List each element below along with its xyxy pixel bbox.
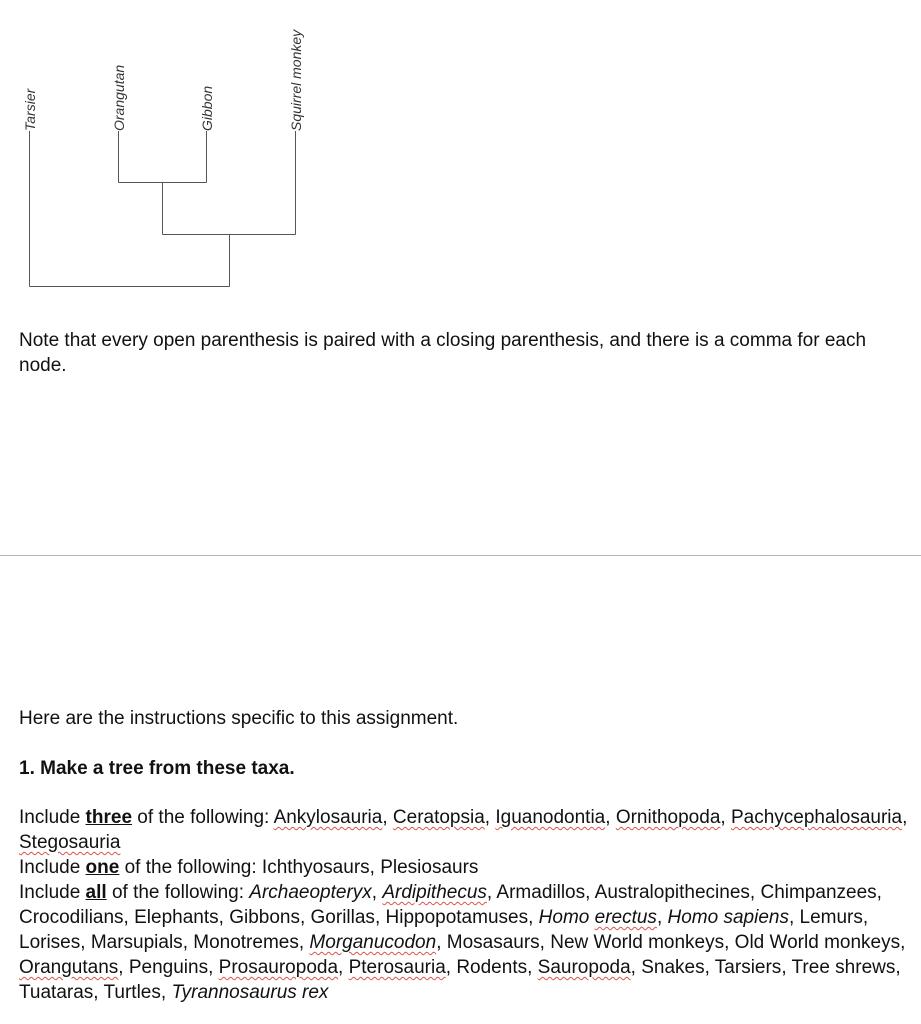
include-prefix: Include xyxy=(19,882,86,903)
page-divider xyxy=(0,555,921,556)
taxon-item: Old World monkeys xyxy=(734,932,901,953)
include-keyword: all xyxy=(85,882,107,903)
taxon-item: Mosasaurs xyxy=(446,932,540,953)
include-line-three: Include three of the following: Ankylosauria, Ceratopsia, Iguanodontia, Ornithopoda, Pachycephalosauria, Stegosauria xyxy=(19,807,908,853)
taxon-item: Orangutans xyxy=(19,957,119,978)
taxon-item: Marsupials xyxy=(90,932,183,953)
taxon-item: Stegosauria xyxy=(19,832,121,853)
include-list xyxy=(19,805,909,1005)
taxon-label-gibbon: Gibbon xyxy=(199,85,215,131)
taxon-item: Archaeopteryx xyxy=(249,882,372,903)
task-heading: 1. Make a tree from these taxa. xyxy=(19,758,295,779)
taxon-item: Tarsiers xyxy=(714,957,782,978)
taxon-item: Prosauropoda xyxy=(218,957,339,978)
taxon-item: Ceratopsia xyxy=(392,807,485,828)
taxon-item: Gibbons xyxy=(229,907,300,928)
taxon-item: Rodents xyxy=(456,957,528,978)
taxon-label-squirrel-monkey: Squirrel monkey xyxy=(288,29,304,131)
taxon-item: Ardipithecus xyxy=(382,882,487,903)
taxon-item: Homo erectus xyxy=(538,907,657,928)
note-paragraph: Note that every open parenthesis is paired with a closing parenthesis, and there is a comma for each node. xyxy=(19,330,867,376)
taxon-item: Iguanodontia xyxy=(495,807,606,828)
taxon-item: Homo sapiens xyxy=(667,907,789,928)
taxon-label-tarsier: Tarsier xyxy=(22,88,38,131)
include-prefix: Include xyxy=(19,857,86,878)
taxon-item: Lorises xyxy=(19,932,81,953)
include-keyword: one xyxy=(85,857,120,878)
taxon-item: Gorillas xyxy=(310,907,375,928)
taxon-item: Pachycephalosauria xyxy=(730,807,903,828)
taxon-item: Elephants xyxy=(134,907,219,928)
include-keyword: three xyxy=(85,807,133,828)
taxon-item: Morganucodon xyxy=(309,932,437,953)
taxon-item: Plesiosaurs xyxy=(380,857,479,878)
include-suffix: of the following: xyxy=(132,807,274,828)
taxon-item: Ichthyosaurs xyxy=(261,857,370,878)
taxon-item: Penguins xyxy=(128,957,209,978)
taxon-item: Hippopotamuses xyxy=(385,907,529,928)
taxon-item: Pterosauria xyxy=(348,957,446,978)
taxon-item: Sauropoda xyxy=(537,957,631,978)
include-suffix: of the following: xyxy=(119,857,262,878)
include-prefix: Include xyxy=(19,807,86,828)
include-suffix: of the following: xyxy=(106,882,250,903)
taxon-item: Tuataras xyxy=(19,982,94,1003)
taxon-item: Ornithopoda xyxy=(615,807,721,828)
taxon-item: Australopithecines xyxy=(594,882,750,903)
taxon-label-orangutan: Orangutan xyxy=(111,64,127,131)
taxon-item: Lemurs xyxy=(799,907,863,928)
taxon-item: New World monkeys xyxy=(550,932,725,953)
taxon-item: Ankylosauria xyxy=(273,807,383,828)
intro-paragraph: Here are the instructions specific to this assignment. xyxy=(19,708,459,729)
taxon-item: Turtles xyxy=(103,982,161,1003)
taxon-item: Crocodilians xyxy=(19,907,124,928)
taxon-item: Chimpanzees xyxy=(760,882,877,903)
taxon-item: Snakes xyxy=(641,957,705,978)
taxon-item: Tree shrews xyxy=(791,957,896,978)
taxon-item: Tyrannosaurus rex xyxy=(171,982,329,1003)
taxon-item: Armadillos xyxy=(496,882,586,903)
include-line-one: Include one of the following: Ichthyosaurs, Plesiosaurs xyxy=(19,857,479,878)
phylogenetic-tree xyxy=(0,0,340,295)
taxon-item: Monotremes xyxy=(193,932,299,953)
tree-branches xyxy=(30,131,296,287)
include-line-all: Include all of the following: Archaeopteryx, Ardipithecus, Armadillos, Australopithecines, Chimpanzees, Crocodilians, Elephants, Gibbons, Gorillas, Hippopotamuses, Homo erectus, Homo sapiens, Lemurs, Lorises, Marsupials, Monotremes, Morganucodon, Mosasaurs, New World monkeys, Old World monkeys, Orangutans, Penguins, Prosauropoda, Pterosauria, Rodents, Sauropoda, Snakes, Tarsiers, Tree shrews, Tuataras, Turtles, Tyrannosaurus rex xyxy=(19,882,906,1003)
